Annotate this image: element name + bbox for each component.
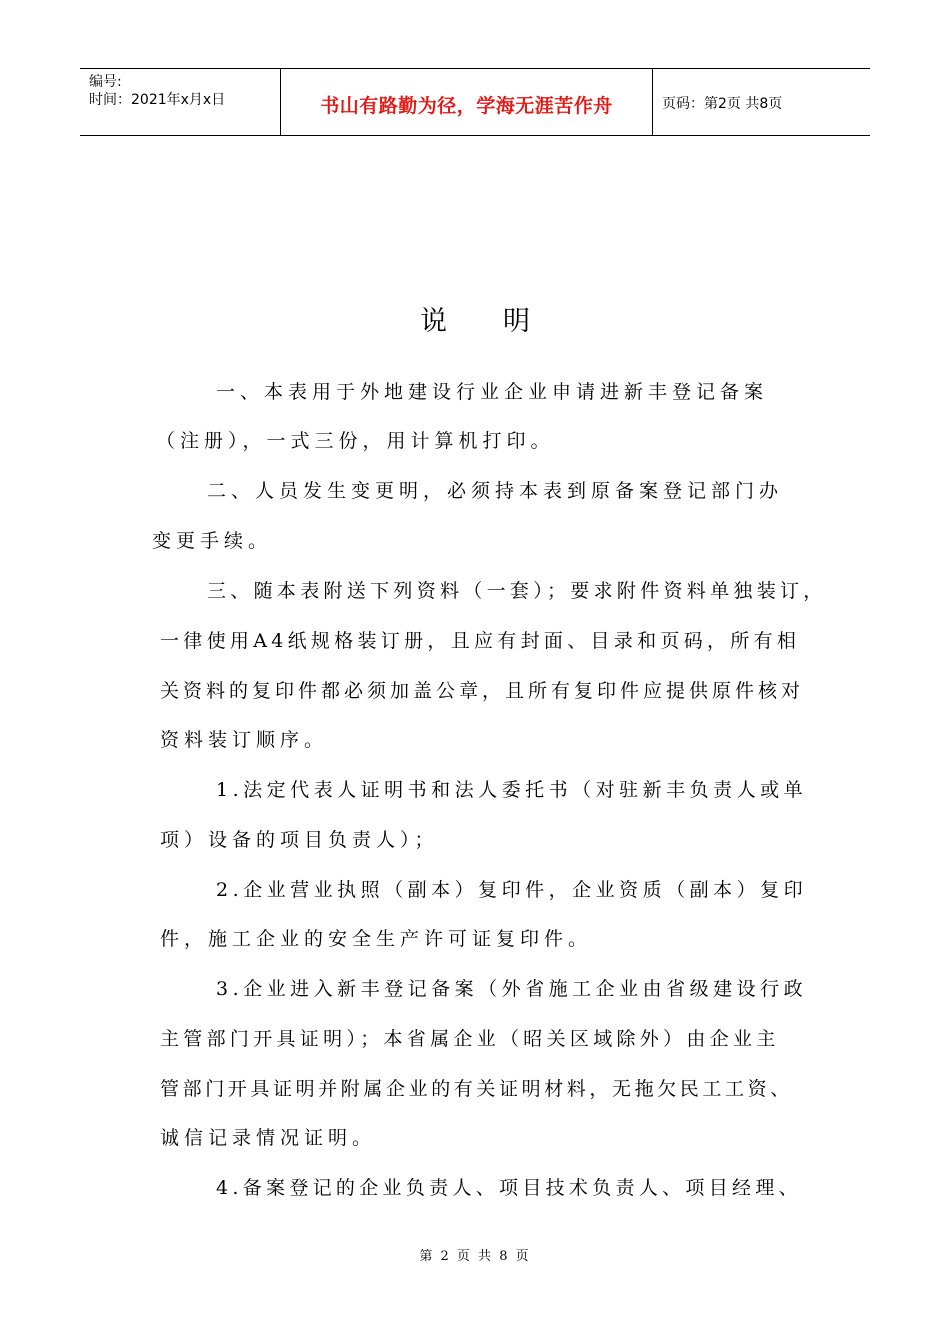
header-meta: [80, 69, 281, 135]
header-page-number: 页码：第2页 共8页: [662, 96, 783, 112]
body-line: 变更手续。: [152, 530, 273, 552]
header-motto: 书山有路勤为径，学海无涯苦作舟: [320, 94, 613, 117]
body-line: 管部门开具证明并附属企业的有关证明材料，无拖欠民工工资、: [160, 1078, 793, 1100]
page-header: [80, 68, 870, 136]
body-line: 二、人员发生变更明，必须持本表到原备案登记部门办: [207, 480, 784, 502]
body-line: 项）设备的项目负责人）；: [160, 829, 439, 851]
body-line: 诚信记录情况证明。: [160, 1127, 377, 1149]
body-line: 三、随本表附送下列资料（一套）；要求附件资料单独装订，: [207, 580, 827, 602]
body-line: 一律使用A4纸规格装订册，且应有封面、目录和页码，所有相: [160, 630, 801, 652]
body-line: 3.企业进入新丰登记备案（外省施工企业由省级建设行政: [216, 978, 808, 1000]
page-title: [0, 299, 950, 338]
page-footer: 第 2 页 共 8 页: [419, 1249, 531, 1264]
body-line: 关资料的复印件都必须加盖公章，且所有复印件应提供原件核对: [160, 680, 805, 702]
body-line: 件，施工企业的安全生产许可证复印件。: [160, 928, 593, 950]
body-line: （注册），一式三份，用计算机打印。: [156, 430, 555, 452]
body-line: 1.法定代表人证明书和法人委托书（对驻新丰负责人或单: [216, 779, 808, 801]
body-line: 4.备案登记的企业负责人、项目技术负责人、项目经理、: [216, 1177, 802, 1199]
header-motto-cell: [281, 69, 653, 135]
title-char-1: 说: [420, 306, 447, 337]
body-line: 一、本表用于外地建设行业企业申请进新丰登记备案: [216, 381, 769, 403]
body-line: 资料装订顺序。: [160, 729, 329, 751]
title-char-2: 明: [503, 306, 530, 337]
body-line: 2.企业营业执照（副本）复印件，企业资质（副本）复印: [216, 879, 808, 901]
document-time-label: 时间：2021年x月x日: [89, 92, 226, 108]
body-line: 主管部门开具证明）；本省属企业（昭关区域除外）由企业主: [160, 1028, 780, 1050]
document-number-label: 编号:: [89, 74, 122, 90]
